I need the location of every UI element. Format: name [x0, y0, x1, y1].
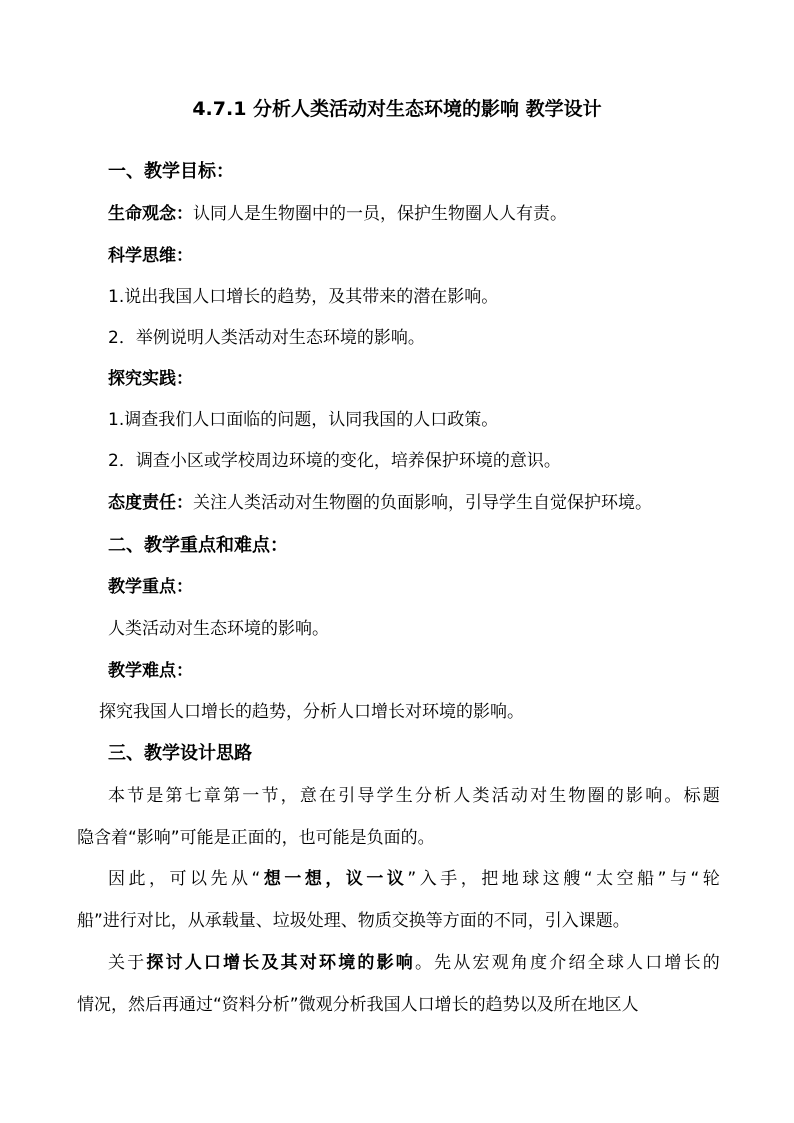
paragraph-2-text-b: ”入手，把地球这艘“太空船”与“轮: [407, 869, 720, 889]
paragraph-1-line-2: 隐含着“影响”可能是正面的，也可能是负面的。: [77, 828, 435, 848]
attitude-label: 态度责任：: [108, 493, 193, 513]
life-concept-label: 生命观念：: [108, 204, 193, 224]
paragraph-3-text-a: 关于: [108, 953, 147, 973]
practice-heading: 探究实践：: [108, 369, 193, 389]
paragraph-2-line-1: [108, 867, 720, 891]
paragraph-3-emphasis: 探讨人口增长及其对环境的影响: [146, 953, 415, 973]
attitude-text: 关注人类活动对生物圈的负面影响，引导学生自觉保护环境。: [193, 493, 652, 513]
difficult-point-text: 探究我国人口增长的趋势，分析人口增长对环境的影响。: [99, 702, 524, 722]
section-heading-key-points: 二、教学重点和难点：: [108, 535, 288, 556]
practice-item-1: 1.调查我们人口面临的问题，认同我国的人口政策。: [108, 410, 499, 430]
practice-item-2: 2．调查小区或学校周边环境的变化，培养保护环境的意识。: [108, 451, 561, 471]
science-thinking-heading: 科学思维：: [108, 246, 193, 266]
objective-life-concept: [108, 202, 567, 226]
objective-attitude: [108, 491, 652, 515]
section-heading-design-idea: 三、教学设计思路: [108, 743, 252, 764]
science-item-1: 1.说出我国人口增长的趋势，及其带来的潜在影响。: [108, 287, 499, 307]
life-concept-text: 认同人是生物圈中的一员，保护生物圈人人有责。: [193, 204, 567, 224]
paragraph-3-text-b: 。先从宏观角度介绍全球人口增长的: [414, 953, 720, 973]
paragraph-3-line-1: [108, 951, 720, 975]
key-point-text: 人类活动对生态环境的影响。: [108, 619, 329, 639]
paragraph-2-line-2: 船”进行对比，从承载量、垃圾处理、物质交换等方面的不同，引入课题。: [77, 911, 630, 931]
section-heading-objectives: 一、教学目标：: [108, 161, 234, 182]
paragraph-1-line-1: 本节是第七章第一节，意在引导学生分析人类活动对生物圈的影响。标题: [108, 786, 720, 806]
paragraph-3-line-2: 情况，然后再通过“资料分析”微观分析我国人口增长的趋势以及所在地区人: [77, 995, 639, 1015]
science-item-2: 2．举例说明人类活动对生态环境的影响。: [108, 328, 425, 348]
document-title: 4.7.1 分析人类活动对生态环境的影响 教学设计: [192, 98, 602, 120]
difficult-point-heading: 教学难点：: [108, 661, 193, 681]
paragraph-2-emphasis: 想一想，议一议: [260, 869, 408, 889]
paragraph-2-text-a: 因此，可以先从“: [108, 869, 261, 889]
key-point-heading: 教学重点：: [108, 577, 193, 597]
